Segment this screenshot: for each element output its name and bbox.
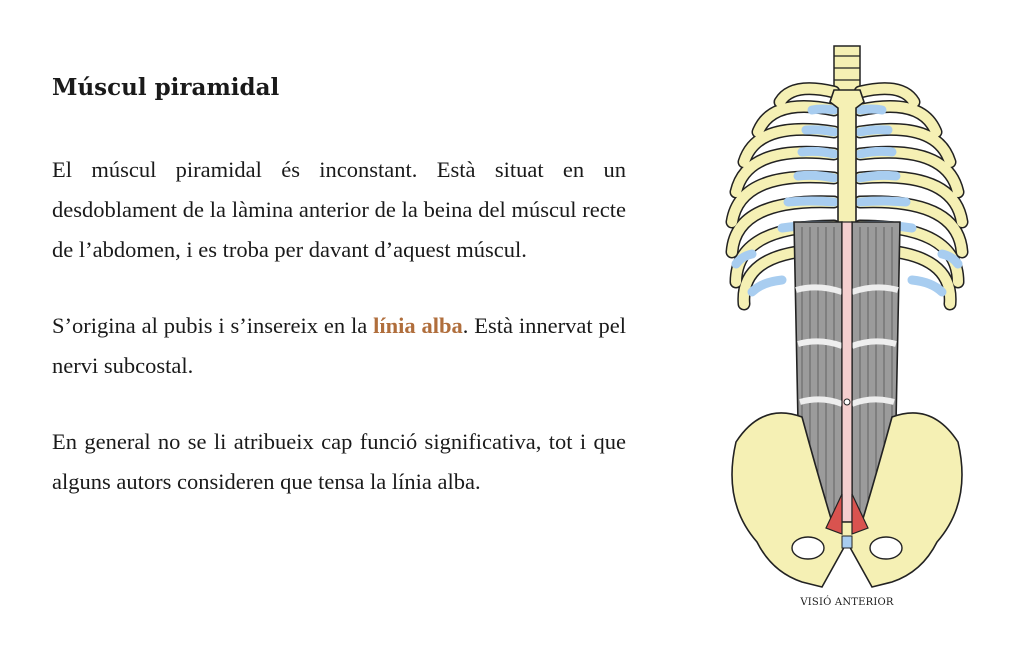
- figure-caption: VISIÓ ANTERIOR: [800, 597, 894, 608]
- vertebral-column: [834, 46, 860, 92]
- paragraph-origin: [52, 306, 626, 386]
- linia-alba-link[interactable]: línia alba: [373, 313, 463, 338]
- paragraph-origin-end: . Està innervat pel nervi subcostal.: [52, 313, 626, 378]
- paragraph-function: En general no se li atribueix cap funció significativa, tot i que alguns autors consideren que tensa la línia alba.: [52, 429, 626, 494]
- page-title: Múscul piramidal: [52, 74, 280, 101]
- paragraph-description: El múscul piramidal és inconstant. Està situat en un desdoblament de la làmina anterior de la beina del múscul recte de l’abdomen, i es troba per davant d’aquest múscul.: [52, 157, 626, 262]
- torso-anatomy-drawing: [722, 42, 972, 602]
- umbilicus: [844, 399, 850, 405]
- paragraph-origin-start: S’origina al pubis i s’insereix en la: [52, 313, 374, 338]
- text-column: [52, 68, 626, 538]
- anatomy-illustration: [722, 42, 972, 602]
- linea-alba: [842, 222, 852, 522]
